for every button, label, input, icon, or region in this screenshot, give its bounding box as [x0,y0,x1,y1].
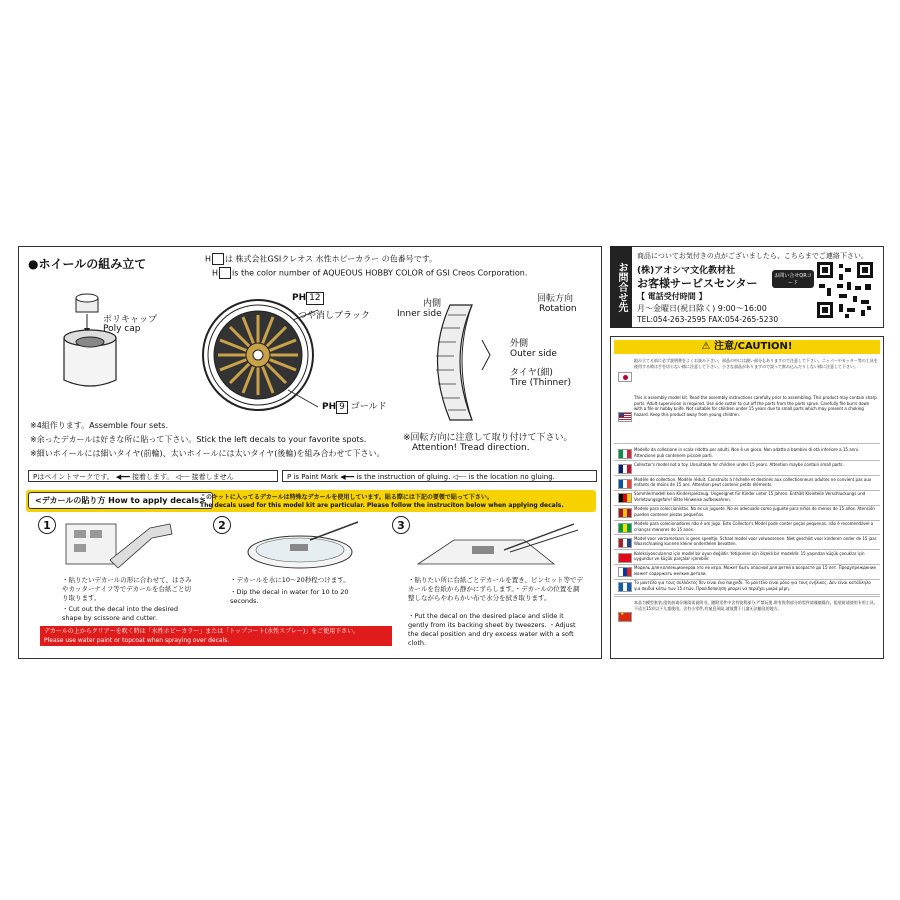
ph12-label: PH 12 [292,292,324,305]
step-3-text-jp: ・貼りたい所に台紙ごとデカールを置き、ピンセット等でデカールを台紙から静かにずらします。・デカールの位置を調整しながらやわらかい布で水分を拭き取ります。 [408,576,583,602]
step-1-number: 1 [38,516,56,534]
caution-language-text: Collector's model not a toy. Unsuitable for children under 15 years. Attention maybe contain small parts. [634,461,844,467]
legend-en-box: P is Paint Mark ◀━━ is the instruction of gluing. ◁┈┈ is the location no gluing. [282,470,597,482]
step-1-cutting-illustration [60,520,180,572]
contact-side-label: お問合せ先 [610,246,632,328]
language-flag-icon [618,508,632,518]
contact-company: (株)アオシマ文化教材社 [637,266,736,276]
color-note-en: H is the color number of AQUEOUS HOBBY COLOR of GSI Creos Corporation. [212,268,528,278]
tire-rotation-en: Rotation [539,304,577,314]
tire-inner-en: Inner side [397,309,442,319]
tire-inner-jp: 内側 [423,299,442,309]
language-flag-icon [618,523,632,533]
language-flag-icon [618,567,632,577]
caution-divider [614,443,880,444]
step-1-text-en: ・Cut out the decal into the desired shape by scissore and cutter. [62,605,178,622]
note-four-sets: ※4組作ります。Assemble four sets. [30,421,168,430]
caution-language-text: Sammlermodell kein Kinderspielzeug. Ungeeignet für Kinder unter 15 Jahren. Enthält Kleinteile Verschluckungs und Verletzungsgefahr! Bitte Hinweise aufbewahren. [634,491,866,502]
caution-text-en: This is assembly model kit. Read the assembly instructions carefully prior to assembling. This product may contain sharp parts. Adult supervision is required. Use side cutter to cut off the parts from the parts sprue. Carefully file burrs down with a file or hobby knife. Not suitable for children under 15 years due to small parts which may present a choking hazard. Keep this product away from young children. [634,395,877,417]
caution-text-cn: 本品为模型套装,组装前请仔细阅读说明书。随附零件中含有锐利部分,严禁玩耍,带有锐利部分的零件请谨慎操作。组装时请使用专用工具,不适合15岁以下儿童使用。含有小零件,有窒息风险,请放置于儿童无法触及的地方。 [634,600,876,611]
step-2-text-jp: ・デカールを水に10〜20秒程つけます。 [230,576,350,584]
caution-title-bar: ⚠ 注意/CAUTION! [614,340,880,354]
usa-flag-icon [618,412,632,422]
contact-center: お客様サービスセンター [637,277,758,290]
tire-outer-jp: 外側 [510,339,529,349]
caution-language-text: Model voor verzamelaars is geen speeltje. Schaal model voor volwassenen. Niet geschikt voor kinderen onder de 15 jaar. Waarschuwing kunnen kleine onderdelen bevatten. [634,535,878,547]
topcoat-warning-jp: デカールの上からクリアーを吹く時は「水性ホビーカラー」または「トップコート(水性スプレー)」をご使用下さい。 [44,628,360,635]
caution-language-text: Modelo para coleccionistas. No es un juguete. No es adecuado como juguete para niños de menos de 15 años. Atención pueden contener piezas pequeñas. [634,506,875,517]
legend-jp-box: Pはペイントマークです。 ◀━━ 接着します。 ◁┈┈ 接着しません [28,470,278,482]
china-flag-icon [618,612,632,622]
step-3-text-en: ・Put the decal on the desired place and slide it gently from its backing sheet by tweezers. ・Adjust the decal position and dry excess water with a soft cloth. [408,612,576,647]
japan-flag-icon [618,372,632,382]
tread-warning-en: Attention! Tread direction. [412,443,530,453]
step-1-text-jp: ・貼りたいデカールの形に合わせて、はさみやカッターナイフ等でデカールを台紙ごと切り取ります。 [62,576,192,602]
step-2-water-illustration [240,520,370,572]
color-note-jp: H は 株式会社GSIクレオス 水性ホビーカラー の色番号です。 [205,254,438,264]
step-3-applying-illustration [414,520,584,572]
assembly-title: ●ホイールの組み立て [28,257,147,271]
decal-notice-jp: このキットに入ってるデカールは特殊なデカールを使用しています。貼る際には下記の要領で貼って下さい。 [200,494,493,501]
china-flag-star-icon: ★ [620,611,625,617]
tire-thinner-jp: タイヤ(細) [510,368,553,378]
step-2-number: 2 [213,516,231,534]
contact-hours-label: 【 電話受付時間 】 [637,292,707,301]
language-flag-icon [618,538,632,548]
language-flag-icon [618,493,632,503]
caution-language-text: Модель для коллекционеров это не игра. Может быть опасной для детей в возрасте до 15 лет. Предупреждение может содержать мелкие детали. [634,565,876,576]
caution-divider [614,596,880,597]
language-flag-icon [618,464,632,474]
language-flag-icon [618,449,632,459]
decal-notice-en: The decals used for this model kit are particular. Please follow the instruciton below when applying decals. [200,502,564,509]
tire-illustration [420,300,500,430]
step-2-text-en: ・Dip the decal in water for 10 to 20 seconds. [230,588,349,605]
caution-language-text: Το μοντέλο για τους συλλέκτες δεν είναι ένα παιχνίδι. Το μοντέλο είναι μόνο για τους ενήλικες. Δεν είναι κατάλληλο για παιδιά κάτω των 15 ετών. Προειδοποίηση μπορεί να περιέχει μικρά μέρη. [634,580,871,591]
ph12-color-name: つや消しブラック [298,311,370,321]
polycap-label-jp: ポリキャップ [103,315,158,325]
tire-outer-en: Outer side [510,349,557,359]
caution-divider [614,594,880,595]
caution-language-text: Modello da collezione in scala ridotta per adulti. Non è un gioco. Non adatto a bambini di età inferiore a 15 anni. Attenzione può contenere piccole parti. [634,447,860,458]
polycap-illustration [50,290,130,400]
qr-code-icon[interactable] [815,260,875,320]
language-flag-icon [618,553,632,563]
contact-phone-fax: TEL:054-263-2595 FAX:054-265-5230 [637,315,779,324]
contact-hours: 月〜金曜日(祝日除く) 9:00〜16:00 [637,304,767,313]
ph9-label: PH 9 ゴールド [322,402,387,412]
caution-text-jp: 組み立てる前に必ず説明書をよくお読み下さい。部品の中には鋭い部分もありますので注意して下さい。ニッパーやカッター等の工具を使用する時は手を切らない様に注意して下さい。小さな部品がありますので誤って飲み込んだりしない様に注意して下さい。 [634,358,878,369]
caution-language-text: Modelo para colecionadores não é um jogo. Este Collector's Model pode conter peças pequenas, não é recomendável a crianças menores de 15 anos. [634,521,874,532]
step-3-number: 3 [392,516,410,534]
topcoat-warning-bar [40,626,392,646]
decal-header-label: <デカールの貼り方 How to apply decals> [28,492,213,509]
china-flag-bg [619,613,631,621]
tire-thinner-en: Tire (Thinner) [510,378,571,388]
caution-language-text: Koleksiyoncularınız için model bir oyun değildir. Yetişkinler için ölçekli bir modeldir. 15 yaşından küçük çocuklar için uygundur ve küçük parçalar içerebilir. [634,550,865,562]
tire-rotation-jp: 回転方向 [537,294,574,304]
polycap-label-en: Poly cap [103,324,141,334]
qr-code-label: お問い合せQRコード [772,270,814,288]
language-flag-icon [618,582,632,592]
color-box-icon [219,267,231,279]
contact-intro: 商品についてお気付きの点がございましたら、こちらまでご連絡下さい。 [637,252,868,260]
topcoat-warning-en: Please use water paint or topcoat when spraying over decals. [44,637,230,644]
caution-language-text: Modèle de collection. Modèle réduit. Construits à l'échelle et destinés aux collectionneurs adultes ne convient pas aux enfants de moins de 15 ans. Attention peut contenir petits éléments. [634,476,872,488]
color-box-icon [212,253,224,265]
tread-warning-jp: ※回転方向に注意して取り付けて下さい。 [403,433,573,443]
language-flag-icon [618,479,632,489]
note-left-decals: ※余ったデカールは好きな所に貼って下さい。Stick the left decals to your favorite spots. [30,435,367,444]
note-tire-combo: ※細いホイールには細いタイヤ(前輪)、太いホイールには太いタイヤ(後輪)を組み合わせて下さい。 [30,449,385,458]
